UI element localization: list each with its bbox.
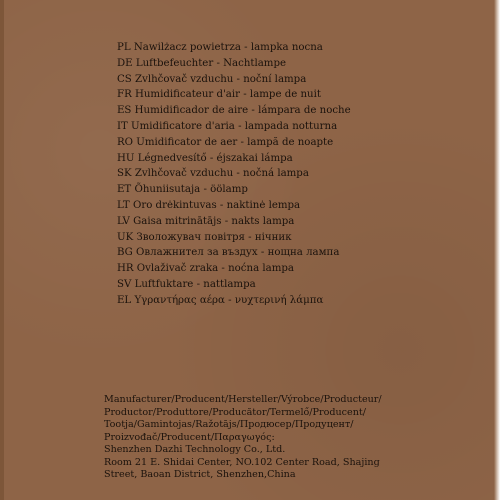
product-name-lt: LT Oro drėkintuvas - naktinė lempa	[117, 199, 301, 211]
manufacturer-label-line: Tootja/Gamintojas/Ražotājs/Продюсер/Продуцент/	[104, 419, 354, 430]
manufacturer-label-line: Productor/Produttore/Producător/Termelő/Producent/	[104, 406, 366, 418]
manufacturer-label-line: Manufacturer/Producent/Hersteller/Výrobce/Producteur/	[104, 394, 382, 405]
product-name-de: DE Luftbefeuchter - Nachtlampe	[117, 57, 287, 69]
product-name-cs: CS Zvlhčovač vzduchu - noční lampa	[117, 73, 307, 85]
product-name-pl: PL Nawilżacz powietrza - lampka nocna	[117, 42, 323, 53]
product-name-es: ES Humidificador de aire - lámpara de noche	[117, 105, 351, 117]
product-name-sk: SK Zvlhčovač vzduchu - nočná lampa	[117, 168, 309, 180]
manufacturer-company: Shenzhen Dazhi Technology Co., Ltd.	[104, 444, 286, 455]
manufacturer-label-line: Proizvođač/Producent/Παραγωγός:	[104, 431, 275, 443]
box-left-edge	[0, 0, 4, 500]
product-name-bg: BG Овлажнител за въздух - нощна лампа	[117, 247, 340, 259]
product-name-uk: UK Зволожувач повітря - нічник	[117, 231, 292, 243]
product-name-it: IT Umidificatore d'aria - lampada notturna	[117, 120, 338, 132]
product-name-fr: FR Humidificateur d'air - lampe de nuit	[117, 89, 321, 101]
product-name-lv: LV Gaisa mitrinātājs - nakts lampa	[117, 215, 295, 227]
manufacturer-info	[104, 394, 394, 482]
manufacturer-address-line: Room 21 E. Shidai Center, NO.102 Center Road, Shajing	[104, 456, 380, 468]
manufacturer-address-line: Street, Baoan District, Shenzhen,China	[104, 469, 296, 480]
box-right-edge	[494, 0, 500, 500]
product-name-hr: HR Ovlaživač zraka - noćna lampa	[117, 263, 294, 275]
product-name-ro: RO Umidificator de aer - lampă de noapte	[117, 136, 334, 148]
multilingual-product-name-list	[117, 40, 417, 309]
product-name-el: EL Υγραντήρας αέρα - νυχτερινή λάμπα	[117, 294, 324, 306]
product-name-et: ET Õhuniisutaja - öölamp	[117, 184, 248, 196]
product-name-sv: SV Luftfuktare - nattlampa	[117, 278, 256, 290]
product-name-hu: HU Légnedvesítő - éjszakai lámpa	[117, 152, 293, 164]
